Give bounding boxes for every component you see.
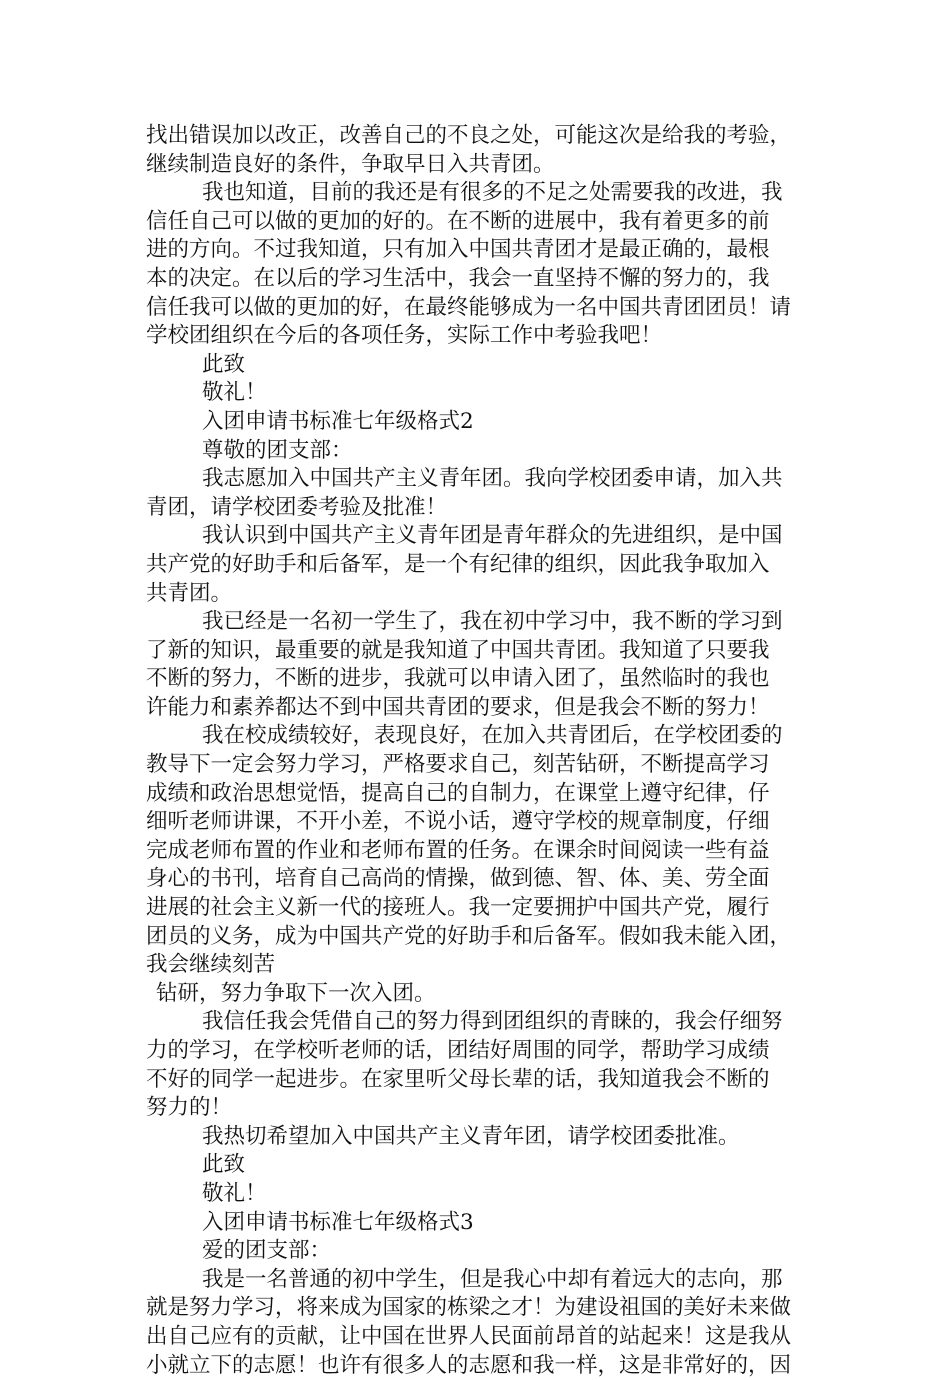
text-line: 共青团。 bbox=[146, 580, 233, 606]
text-line: 尊敬的团支部： bbox=[202, 437, 353, 463]
text-line: 信任自己可以做的更加的好的。在不断的进展中，我有着更多的前 bbox=[146, 208, 770, 234]
text-line: 团员的义务，成为中国共产党的好助手和后备军。假如我未能入团， bbox=[146, 923, 792, 949]
text-line: 完成老师布置的作业和老师布置的任务。在课余时间阅读一些有益 bbox=[146, 837, 770, 863]
text-line: 不好的同学一起进步。在家里听父母长辈的话，我知道我会不断的 bbox=[146, 1066, 770, 1092]
text-line: 就是努力学习，将来成为国家的栋梁之才！为建设祖国的美好未来做 bbox=[146, 1295, 792, 1321]
text-line: 我志愿加入中国共产主义青年团。我向学校团委申请，加入共 bbox=[202, 466, 783, 492]
text-line: 我会继续刻苦 bbox=[146, 952, 276, 978]
text-line: 我也知道，目前的我还是有很多的不足之处需要我的改进，我 bbox=[202, 180, 783, 206]
text-line: 我热切希望加入中国共产主义青年团，请学校团委批准。 bbox=[202, 1123, 740, 1149]
text-line: 我是一名普通的初中学生，但是我心中却有着远大的志向，那 bbox=[202, 1266, 783, 1292]
text-line: 此致 bbox=[202, 351, 246, 377]
text-line: 入团申请书标准七年级格式2 bbox=[202, 408, 474, 434]
text-line: 入团申请书标准七年级格式3 bbox=[202, 1209, 474, 1235]
text-line: 成绩和政治思想觉悟，提高自己的自制力，在课堂上遵守纪律，仔 bbox=[146, 780, 770, 806]
text-line: 共产党的好助手和后备军，是一个有纪律的组织，因此我争取加入 bbox=[146, 551, 770, 577]
text-line: 了新的知识，最重要的就是我知道了中国共青团。我知道了只要我 bbox=[146, 637, 770, 663]
text-line: 出自己应有的贡献，让中国在世界人民面前昂首的站起来！这是我从 bbox=[146, 1323, 792, 1349]
text-line: 进展的社会主义新一代的接班人。我一定要拥护中国共产党，履行 bbox=[146, 895, 770, 921]
text-line: 钻研，努力争取下一次入团。 bbox=[156, 980, 436, 1006]
text-line: 身心的书刊，培育自己高尚的情操，做到德、智、体、美、劳全面 bbox=[146, 866, 770, 892]
text-line: 教导下一定会努力学习，严格要求自己，刻苦钻研，不断提高学习 bbox=[146, 752, 770, 778]
text-line: 进的方向。不过我知道，只有加入中国共青团才是最正确的，最根 bbox=[146, 237, 770, 263]
text-line: 努力的！ bbox=[146, 1095, 233, 1121]
text-line: 信任我可以做的更加的好，在最终能够成为一名中国共青团团员！请 bbox=[146, 294, 792, 320]
text-line: 学校团组织在今后的各项任务，实际工作中考验我吧！ bbox=[146, 323, 663, 349]
text-line: 继续制造良好的条件，争取早日入共青团。 bbox=[146, 151, 555, 177]
text-line: 我认识到中国共产主义青年团是青年群众的先进组织，是中国 bbox=[202, 523, 783, 549]
text-line: 我在校成绩较好，表现良好，在加入共青团后，在学校团委的 bbox=[202, 723, 783, 749]
text-line: 青团，请学校团委考验及批准！ bbox=[146, 494, 448, 520]
text-line: 不断的努力，不断的进步，我就可以申请入团了，虽然临时的我也 bbox=[146, 666, 770, 692]
text-line: 找出错误加以改正，改善自己的不良之处，可能这次是给我的考验， bbox=[146, 123, 792, 148]
text-line: 小就立下的志愿！也许有很多人的志愿和我一样，这是非常好的，因 bbox=[146, 1352, 792, 1378]
text-line: 细听老师讲课，不开小差，不说小话，遵守学校的规章制度，仔细 bbox=[146, 809, 770, 835]
text-line: 许能力和素养都达不到中国共青团的要求，但是我会不断的努力！ bbox=[146, 694, 770, 720]
text-line: 此致 bbox=[202, 1152, 246, 1178]
text-line: 本的决定。在以后的学习生活中，我会一直坚持不懈的努力的，我 bbox=[146, 265, 770, 291]
text-line: 敬礼！ bbox=[202, 1180, 267, 1206]
text-line: 爱的团支部： bbox=[202, 1238, 332, 1264]
text-line: 力的学习，在学校听老师的话，团结好周围的同学，帮助学习成绩 bbox=[146, 1038, 770, 1063]
text-line: 我已经是一名初一学生了，我在初中学习中，我不断的学习到 bbox=[202, 609, 783, 635]
document-body bbox=[146, 122, 814, 1380]
text-line: 我信任我会凭借自己的努力得到团组织的青睐的，我会仔细努 bbox=[202, 1009, 783, 1035]
text-line: 敬礼！ bbox=[202, 380, 267, 406]
